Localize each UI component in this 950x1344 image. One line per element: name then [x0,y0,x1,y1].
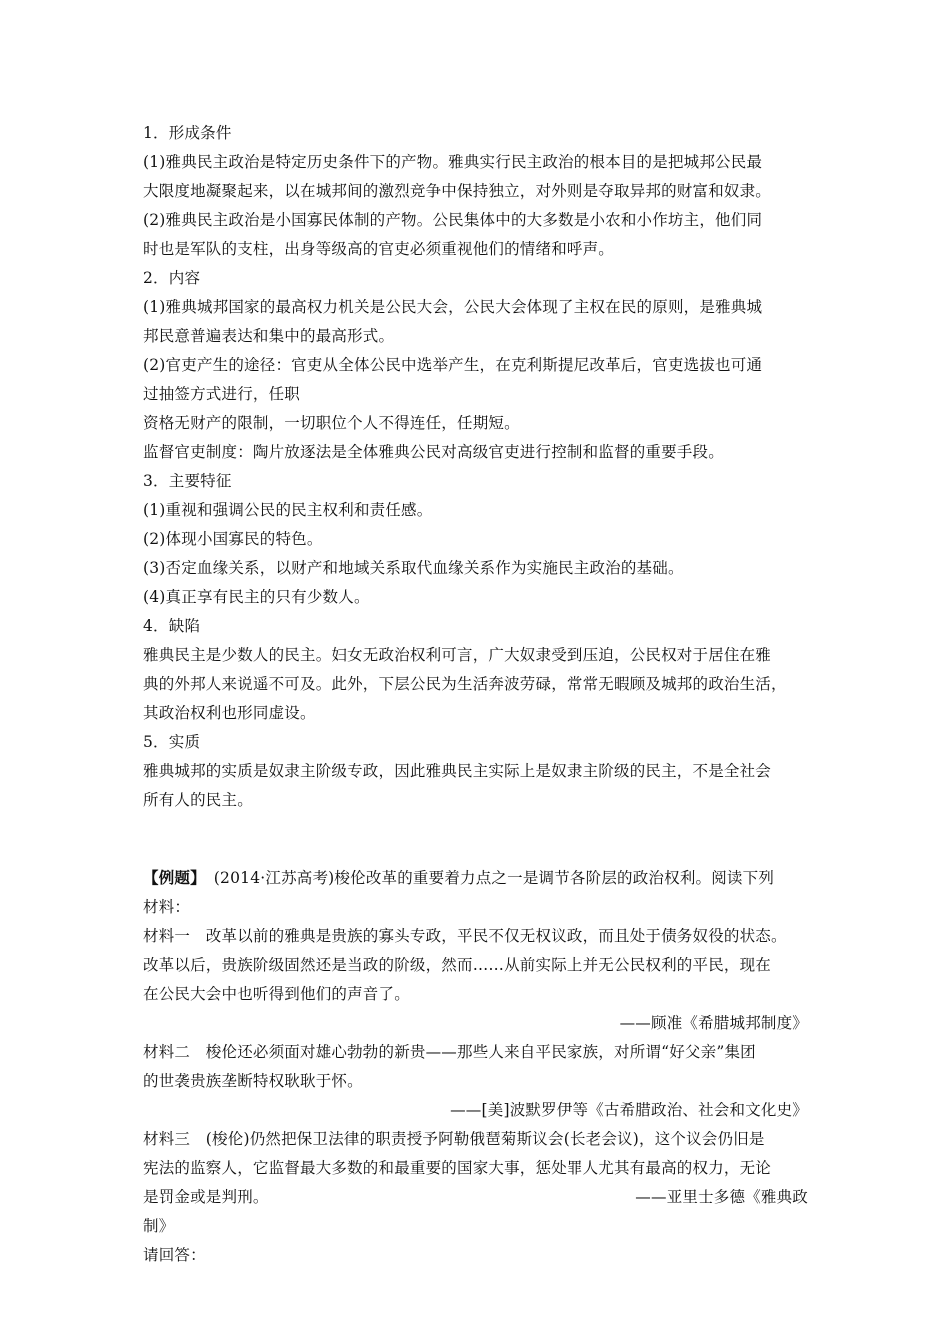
heading-formation: 1．形成条件 [143,124,232,142]
paragraph-line: (1)雅典城邦国家的最高权力机关是公民大会，公民大会体现了主权在民的原则，是雅典城 [143,298,763,316]
paragraph-line: (2)雅典民主政治是小国寡民体制的产物。公民集体中的大多数是小农和小作坊主，他们同 [143,211,763,229]
material-line: 材料一 改革以前的雅典是贵族的寡头专政，平民不仅无权议政，而且处于债务奴役的状态。 [143,927,787,945]
example-question-text: (2014·江苏高考)梭伦改革的重要着力点之一是调节各阶层的政治权利。阅读下列 [198,869,775,887]
material-line: 材料三 (梭伦)仍然把保卫法律的职责授予阿勒俄琶菊斯议会(长老会议)，这个议会仍旧是 [143,1130,765,1148]
material-source: ——顾准《希腊城邦制度》 [619,1014,808,1032]
heading-content: 2．内容 [143,269,201,287]
material-line: 在公民大会中也听得到他们的声音了。 [143,985,410,1003]
material-line: 是罚金或是判刑。 [143,1188,269,1206]
heading-defects: 4．缺陷 [143,617,201,635]
paragraph-line: 过抽签方式进行，任职 [143,385,301,403]
material-line: 改革以后，贵族阶级固然还是当政的阶级，然而……从前实际上并无公民权利的平民，现在 [143,956,772,974]
paragraph-line: 典的外邦人来说遥不可及。此外，下层公民为生活奔波劳碌，常常无暇顾及城邦的政治生活， [143,675,787,693]
paragraph-line: (1)雅典民主政治是特定历史条件下的产物。雅典实行民主政治的根本目的是把城邦公民最 [143,153,763,171]
material-source: ——[美]波默罗伊等《古希腊政治、社会和文化史》 [450,1101,808,1119]
heading-essence: 5．实质 [143,733,201,751]
list-item: (4)真正享有民主的只有少数人。 [143,588,370,606]
paragraph-line: 邦民意普遍表达和集中的最高形式。 [143,327,395,345]
paragraph-line: 时也是军队的支柱，出身等级高的官吏必须重视他们的情绪和呼声。 [143,240,615,258]
paragraph-line: 资格无财产的限制，一切职位个人不得连任，任期短。 [143,414,520,432]
prompt-answer: 请回答： [143,1246,206,1264]
heading-features: 3．主要特征 [143,472,232,490]
paragraph-line: 其政治权利也形同虚设。 [143,704,316,722]
list-item: (1)重视和强调公民的民主权利和责任感。 [143,501,433,519]
paragraph-line: 大限度地凝聚起来，以在城邦间的激烈竞争中保持独立，对外则是夺取异邦的财富和奴隶。 [143,182,772,200]
list-item: (2)体现小国寡民的特色。 [143,530,323,548]
paragraph-line: 雅典城邦的实质是奴隶主阶级专政，因此雅典民主实际上是奴隶主阶级的民主，不是全社会 [143,762,772,780]
material-source-continued: 制》 [143,1217,175,1235]
material-source: ——亚里士多德《雅典政 [635,1188,808,1206]
example-question-line [143,868,823,888]
list-item: (3)否定血缘关系，以财产和地域关系取代血缘关系作为实施民主政治的基础。 [143,559,684,577]
material-line: 宪法的监察人，它监督最大多数的和最重要的国家大事，惩处罪人尤其有最高的权力，无论 [143,1159,772,1177]
material-line: 材料二 梭伦还必须面对雄心勃勃的新贵——那些人来自平民家族，对所谓“好父亲”集团 [143,1043,756,1061]
example-tag: 【例题】 [143,868,199,887]
paragraph-line: 雅典民主是少数人的民主。妇女无政治权利可言，广大奴隶受到压迫，公民权对于居住在雅 [143,646,772,664]
paragraph-line: 监督官吏制度：陶片放逐法是全体雅典公民对高级官吏进行控制和监督的重要手段。 [143,443,724,461]
paragraph-line: 所有人的民主。 [143,791,253,809]
material-line: 的世袭贵族垄断特权耿耿于怀。 [143,1072,363,1090]
paragraph-line: 材料： [143,898,191,916]
paragraph-line: (2)官吏产生的途径：官吏从全体公民中选举产生，在克利斯提尼改革后，官吏选拔也可通 [143,356,763,374]
